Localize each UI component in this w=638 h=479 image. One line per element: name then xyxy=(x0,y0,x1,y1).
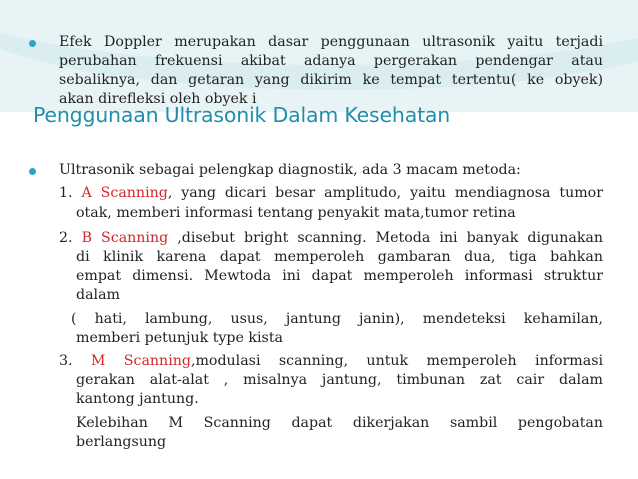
b-scanning-line-1 xyxy=(59,230,603,247)
m-number: 3. xyxy=(59,353,91,369)
b-scanning-line-6: memberi petunjuk type kista xyxy=(76,330,283,346)
b-scanning-line-5: ( hati, lambung, usus, jantung janin), mendeteksi kehamilan, xyxy=(71,311,603,327)
a-scanning-line-1 xyxy=(59,185,603,202)
b-number: 2. xyxy=(59,230,82,246)
b-scanning-desc: ,disebut bright scanning. Metoda ini banyak digunakan xyxy=(168,230,604,246)
doppler-line-1: Efek Doppler merupakan dasar penggunaan ultrasonik yaitu terjadi xyxy=(59,34,603,50)
m-scanning-line-2: gerakan alat-alat , misalnya jantung, timbunan zat cair dalam xyxy=(76,372,603,388)
m-scanning-line-4: Kelebihan M Scanning dapat dikerjakan sambil pengobatan xyxy=(76,415,603,431)
b-scanning-line-4: dalam xyxy=(76,287,120,303)
bullet-dot-icon xyxy=(29,40,36,47)
m-scanning-line-1 xyxy=(59,353,603,370)
m-scanning-line-5: berlangsung xyxy=(76,434,167,450)
b-scanning-line-3: empat dimensi. Mewtoda ini dapat memperoleh informasi struktur xyxy=(76,268,603,284)
m-scanning-desc: ,modulasi scanning, untuk memperoleh informasi xyxy=(190,353,604,369)
slide-title: Penggunaan Ultrasonik Dalam Kesehatan xyxy=(33,103,451,127)
a-scanning-term: A Scanning xyxy=(81,185,168,201)
m-scanning-line-3: kantong jantung. xyxy=(76,391,199,407)
a-number: 1. xyxy=(59,185,82,201)
doppler-line-2: perubahan frekuensi akibat adanya pergerakan pendengar atau xyxy=(59,53,603,69)
doppler-line-3: sebaliknya, dan getaran yang dikirim ke tempat tertentu( ke obyek) xyxy=(59,72,603,88)
doppler-line-4: akan direfleksi oleh obyek i xyxy=(59,91,257,107)
intro-line: Ultrasonik sebagai pelengkap diagnostik, ada 3 macam metoda: xyxy=(59,162,521,178)
m-scanning-term: M Scanning xyxy=(90,353,191,369)
bullet-dot-icon xyxy=(29,168,36,175)
a-scanning-desc: , yang dicari besar amplitudo, yaitu mendiagnosa tumor xyxy=(167,185,604,201)
b-scanning-line-2: di klinik karena dapat memperoleh gambaran dua, tiga bahkan xyxy=(76,249,603,265)
b-scanning-term: B Scanning xyxy=(81,230,169,246)
a-scanning-line-2: otak, memberi informasi tentang penyakit mata,tumor retina xyxy=(76,205,516,221)
